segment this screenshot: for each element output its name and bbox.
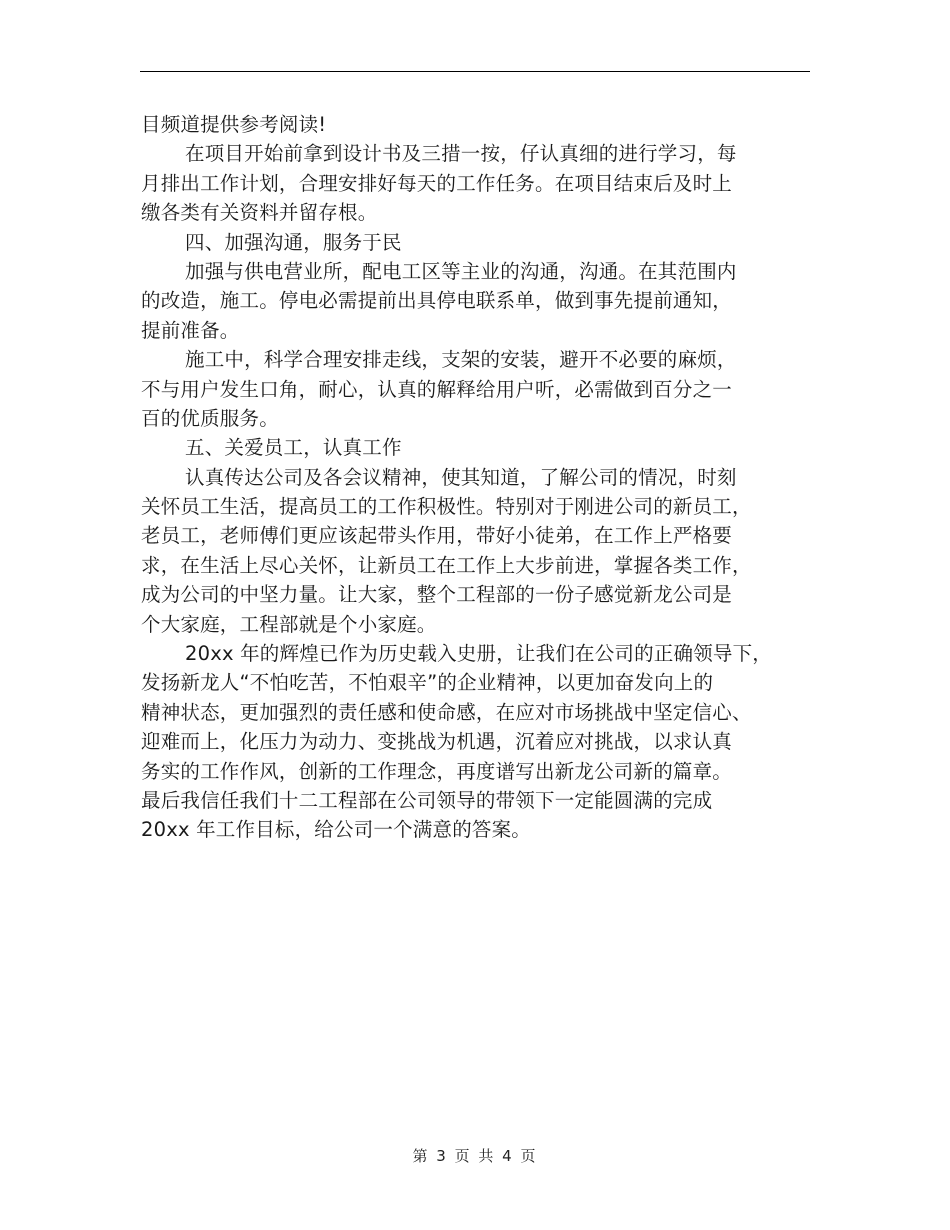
text-line: 在项目开始前拿到设计书及三措一按，仔认真细的进行学习，每 — [185, 142, 737, 166]
text-line: 发扬新龙人“不怕吃苦，不怕艰辛”的企业精神，以更加奋发向上的 — [141, 671, 714, 695]
document-body — [141, 110, 813, 845]
text-line: 加强与供电营业所，配电工区等主业的沟通，沟通。在其范围内 — [185, 259, 737, 283]
text-line: 不与用户发生口角，耐心，认真的解释给用户听，必需做到百分之一 — [141, 377, 733, 401]
text-line: 最后我信任我们十二工程部在公司领导的带领下一定能圆满的完成 — [141, 788, 713, 812]
text-line: 目频道提供参考阅读! — [141, 113, 327, 136]
text-line: 提前准备。 — [141, 318, 240, 342]
text-line: 务实的工作作风，创新的工作理念，再度谱写出新龙公司新的篇章。 — [141, 759, 733, 783]
text-line: 百的优质服务。 — [141, 406, 279, 430]
text-line: 求，在生活上尽心关怀，让新员工在工作上大步前进，掌握各类工作， — [141, 553, 752, 577]
header-rule — [140, 71, 810, 72]
text-line: 关怀员工生活，提高员工的工作积极性。特别对于刚进公司的新员工， — [141, 495, 752, 519]
text-line: 迎难而上，化压力为动力、变挑战为机遇，沉着应对挑战，以求认真 — [141, 730, 733, 754]
text-line: 施工中，科学合理安排走线，支架的安装，避开不必要的麻烦， — [185, 348, 737, 372]
text-line: 老员工，老师傅们更应该起带头作用，带好小徒弟，在工作上严格要 — [141, 524, 733, 548]
text-line: 个大家庭，工程部就是个小家庭。 — [141, 612, 437, 636]
text-line: 五、关爱员工，认真工作 — [185, 436, 402, 460]
text-line: 成为公司的中坚力量。让大家，整个工程部的一份子感觉新龙公司是 — [141, 583, 733, 607]
text-line: 20xx 年工作目标，给公司一个满意的答案。 — [141, 818, 531, 842]
text-line: 认真传达公司及各会议精神，使其知道，了解公司的情况，时刻 — [185, 465, 737, 489]
page-number-footer: 第 3 页 共 4 页 — [412, 1147, 538, 1165]
text-line: 20xx 年的辉煌已作为历史载入史册，让我们在公司的正确领导下， — [185, 642, 772, 666]
text-line: 四、加强沟通，服务于民 — [185, 230, 402, 254]
text-line: 月排出工作计划，合理安排好每天的工作任务。在项目结束后及时上 — [141, 171, 733, 195]
text-line: 缴各类有关资料并留存根。 — [141, 201, 378, 225]
text-line: 精神状态，更加强烈的责任感和使命感，在应对市场挑战中坚定信心、 — [141, 700, 752, 724]
text-line: 的改造，施工。停电必需提前出具停电联系单，做到事先提前通知， — [141, 289, 733, 313]
